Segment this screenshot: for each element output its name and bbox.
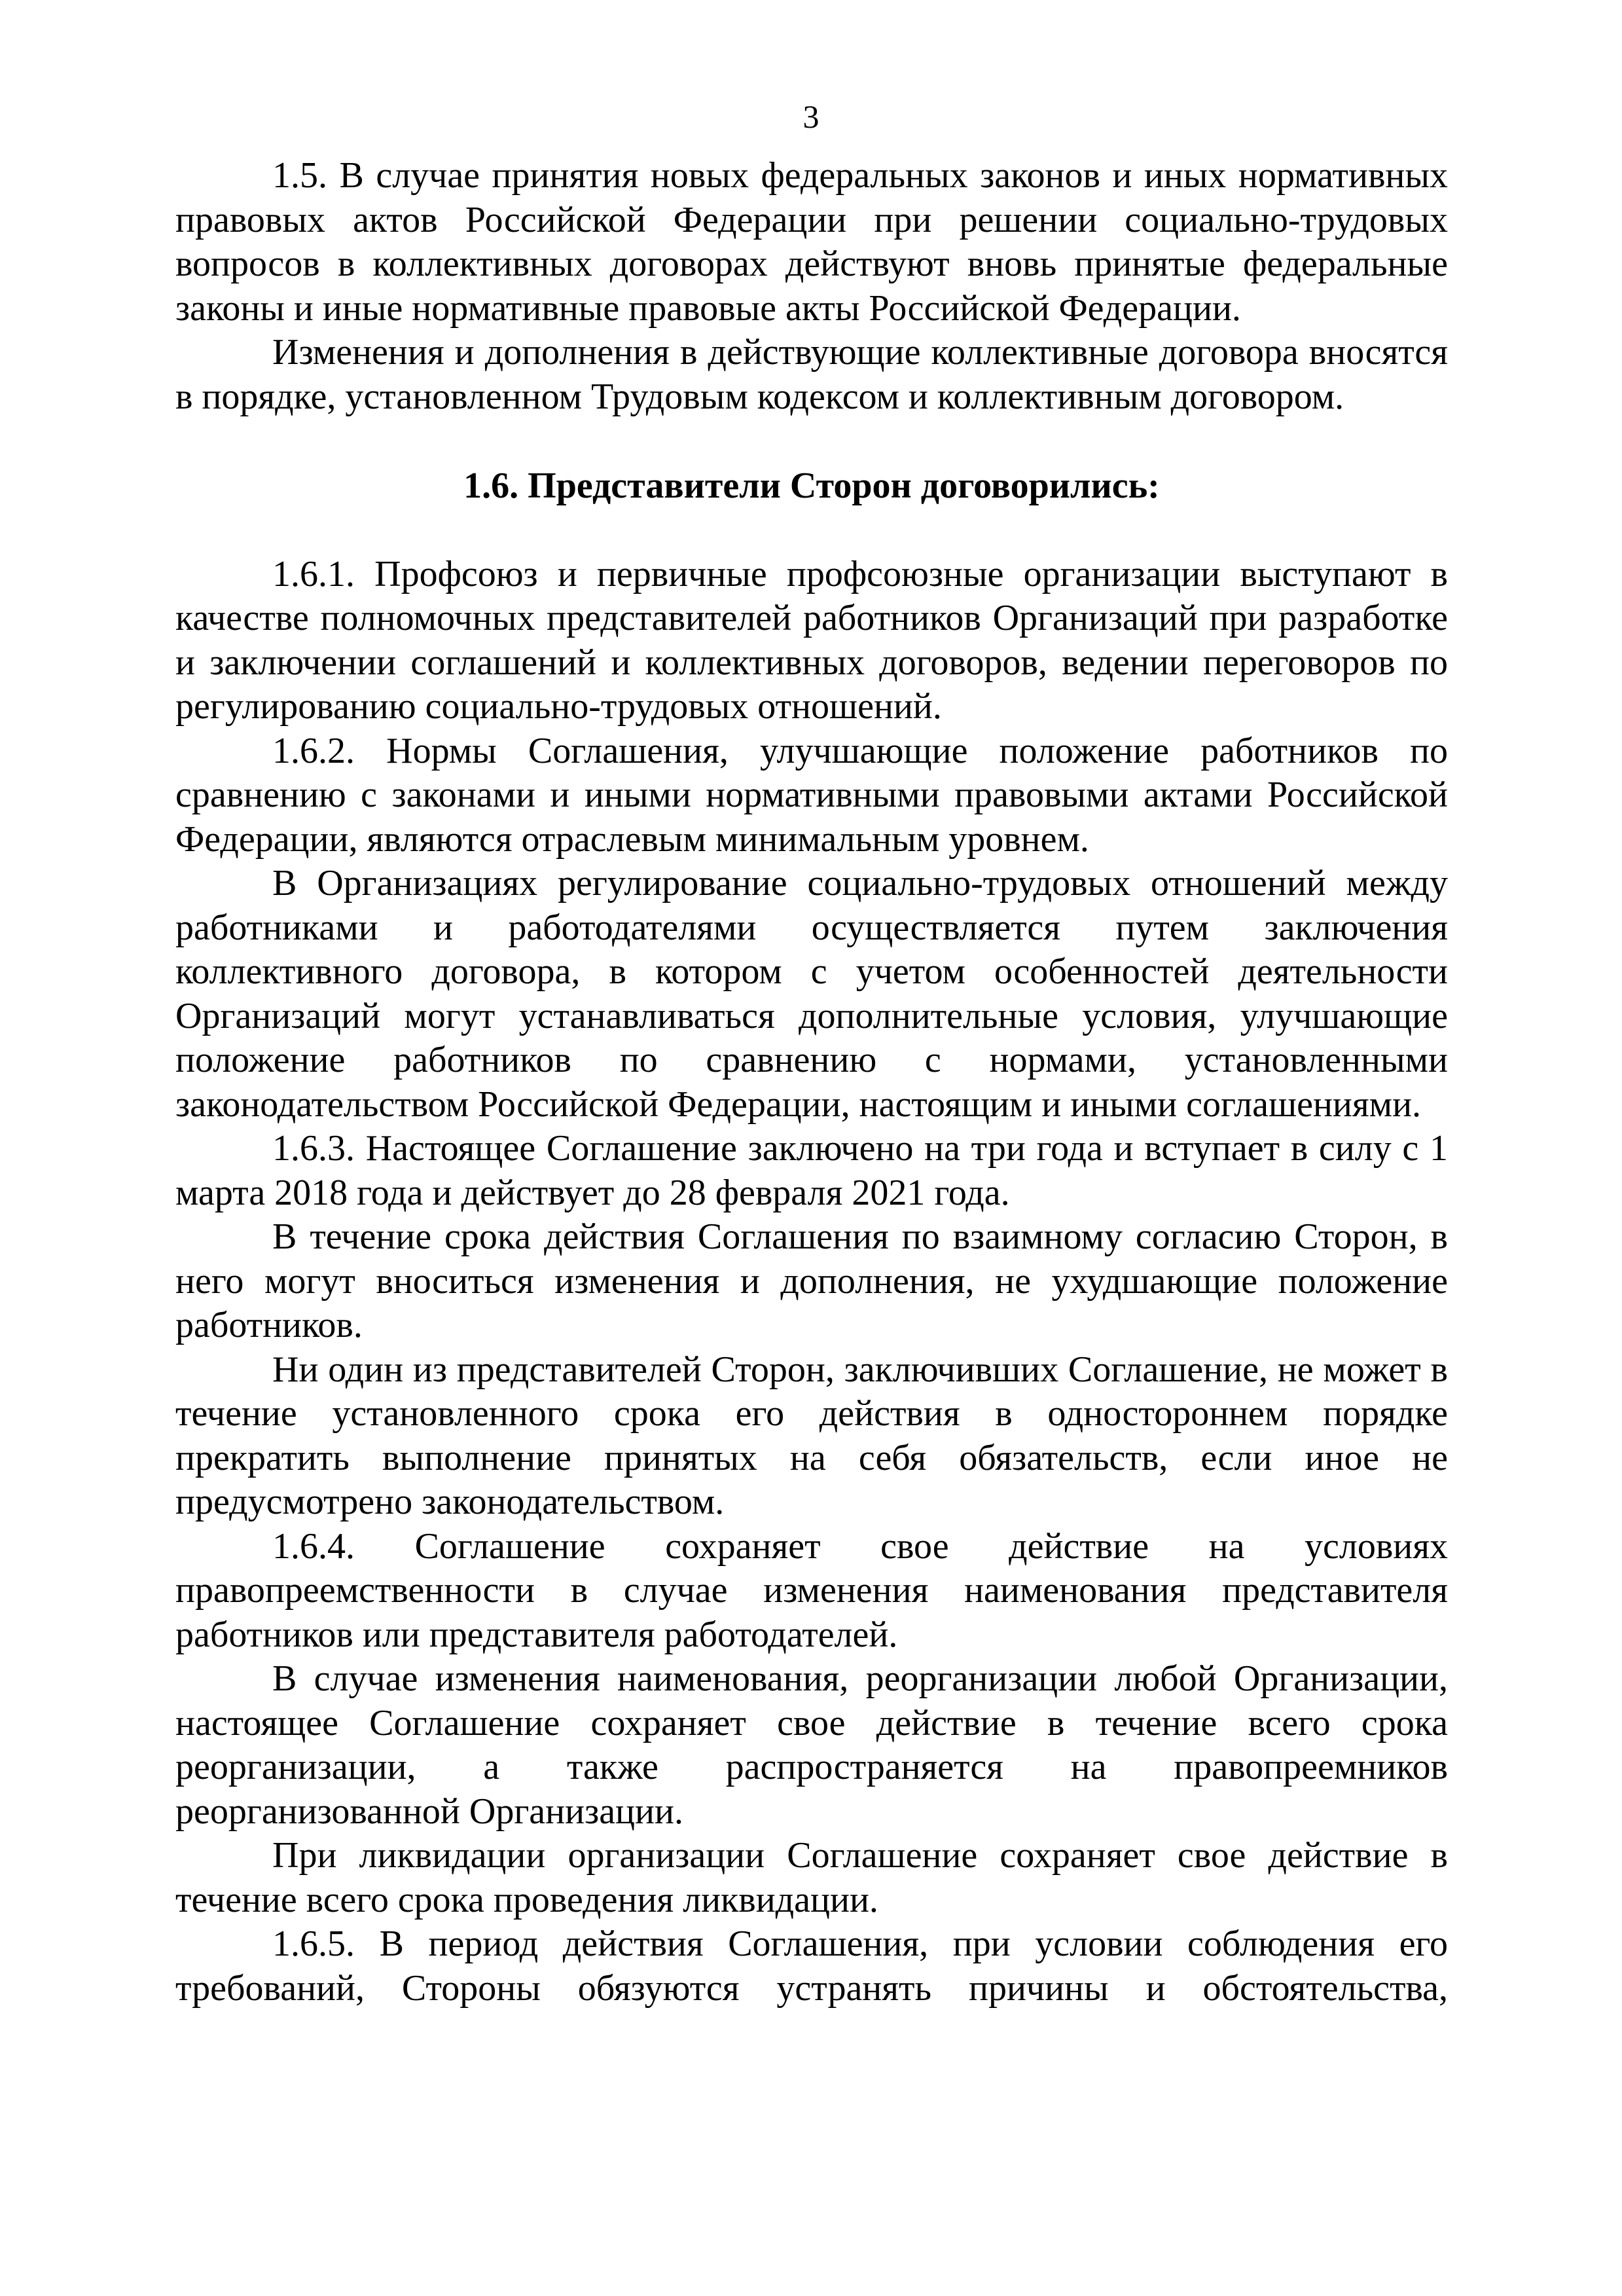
paragraph-1-6-2: 1.6.2. Нормы Соглашения, улучшающие положение работников по сравнению с законами и иными нормативными правовыми актами Российской Федерации, являются отраслевым минимальным уровнем. [175, 730, 1448, 860]
paragraph-amendments: Изменения и дополнения в действующие коллективные договора вносятся в порядке, установленном Трудовым кодексом и коллективным договором. [175, 332, 1448, 417]
paragraph-1-6-4: 1.6.4. Соглашение сохраняет свое действие на условиях правопреемственности в случае изменения наименования представителя работников или представителя работодателей. [175, 1525, 1448, 1655]
paragraph-reorganization: В случае изменения наименования, реорганизации любой Организации, настоящее Соглашение сохраняет свое действие в течение всего срока реорганизации, а также распространяется на правопреемников реорганизованной Организации. [175, 1658, 1448, 1832]
page-number: 3 [802, 98, 820, 135]
paragraph-amendment-term: В течение срока действия Соглашения по взаимному согласию Сторон, в него могут вноситься изменения и дополнения, не ухудшающие положение работников. [175, 1216, 1448, 1345]
paragraph-1-5: 1.5. В случае принятия новых федеральных законов и иных нормативных правовых актов Российской Федерации при решении социально-трудовых вопросов в коллективных договорах действуют вновь принятые федеральные законы и иные нормативные правовые акты Российской Федерации. [175, 155, 1448, 329]
document-body [175, 154, 1448, 2011]
paragraph-1-6-1: 1.6.1. Профсоюз и первичные профсоюзные организации выступают в качестве полномочных представителей работников Организаций при разработке и заключении соглашений и коллективных договоров, ведении переговоров по регулированию социально-трудовых отношений. [175, 553, 1448, 727]
paragraph-liquidation: При ликвидации организации Соглашение сохраняет свое действие в течение всего срока проведения ликвидации. [175, 1835, 1448, 1920]
paragraph-1-6-5: 1.6.5. В период действия Соглашения, при условии соблюдения его требований, Стороны обязуются устранять причины и обстоятельства, [175, 1923, 1448, 2009]
paragraph-organizations-regulation: В Организациях регулирование социально-трудовых отношений между работниками и работодателями осуществляется путем заключения коллективного договора, в котором с учетом особенностей деятельности Организаций могут устанавливаться дополнительные условия, улучшающие положение работников по сравнению с нормами, установленными законодательством Российской Федерации, настоящим и иными соглашениями. [175, 863, 1448, 1125]
paragraph-no-unilateral-termination: Ни один из представителей Сторон, заключивших Соглашение, не может в течение установленного срока его действия в одностороннем порядке прекратить выполнение принятых на себя обязательств, если иное не предусмотрено законодательством. [175, 1349, 1448, 1522]
section-heading: 1.6. Представители Сторон договорились: [463, 465, 1160, 506]
paragraph-1-6-3: 1.6.3. Настоящее Соглашение заключено на три года и вступает в силу с 1 марта 2018 года и действует до 28 февраля 2021 года. [175, 1128, 1448, 1213]
